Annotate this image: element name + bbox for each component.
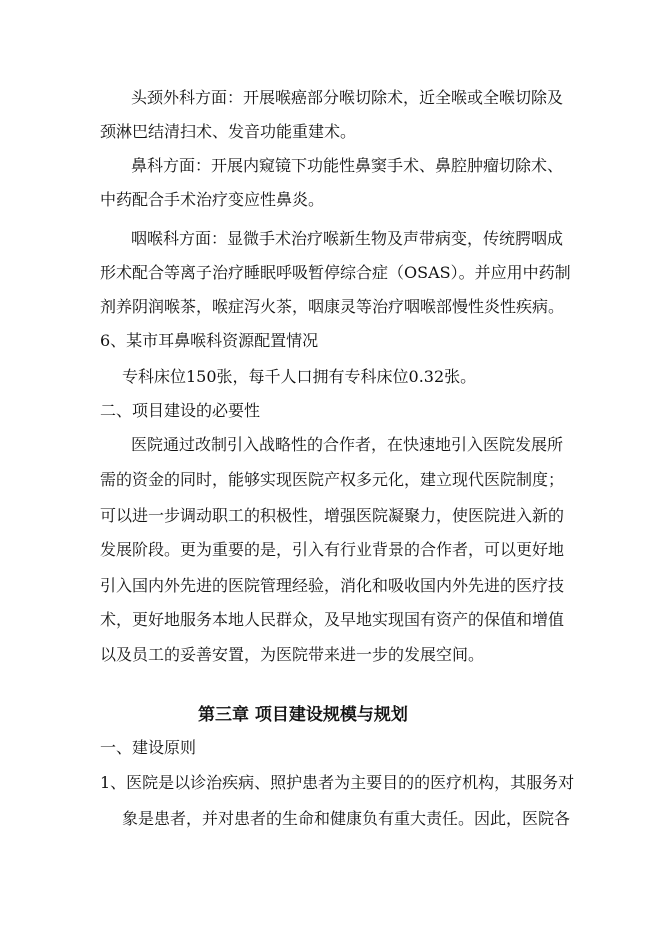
paragraph-line: 引入国内外先进的医院管理经验，消化和吸收国内外先进的医疗技 <box>100 576 565 595</box>
section-heading: 二、项目建设的必要性 <box>100 401 261 420</box>
paragraph-line: 形术配合等离子治疗睡眠呼吸暂停综合症（OSAS）。并应用中药制 <box>100 263 571 282</box>
paragraph-line: 可以进一步调动职工的积极性，增强医院凝聚力，使医院进入新的 <box>100 506 565 525</box>
paragraph-line: 发展阶段。更为重要的是，引入有行业背景的合作者，可以更好地 <box>100 540 565 559</box>
paragraph-line: 象是患者，并对患者的生命和健康负有重大责任。因此，医院各 <box>122 809 571 828</box>
paragraph-line: 鼻科方面：开展内窥镜下功能性鼻窦手术、鼻腔肿瘤切除术、 <box>131 156 564 175</box>
paragraph-line: 术，更好地服务本地人民群众，及早地实现国有资产的保值和增值 <box>100 610 565 629</box>
paragraph-line: 1、医院是以诊治疾病、照护患者为主要目的的医疗机构，其服务对 <box>100 773 575 792</box>
paragraph-line: 剂养阴润喉茶，喉症泻火茶，咽康灵等治疗咽喉部慢性炎性疾病。 <box>100 297 565 316</box>
paragraph-line: 医院通过改制引入战略性的合作者，在快速地引入医院发展所 <box>131 435 564 454</box>
item-heading: 6、某市耳鼻喉科资源配置情况 <box>100 331 319 350</box>
section-heading: 一、建设原则 <box>100 738 197 757</box>
paragraph-line: 专科床位150张，每千人口拥有专科床位0.32张。 <box>122 367 477 386</box>
paragraph-line: 以及员工的妥善安置，为医院带来进一步的发展空间。 <box>100 645 485 664</box>
chapter-title: 第三章 项目建设规模与规划 <box>198 705 408 725</box>
paragraph-line: 颈淋巴结清扫术、发音功能重建术。 <box>100 122 357 141</box>
paragraph-line: 头颈外科方面：开展喉癌部分喉切除术，近全喉或全喉切除及 <box>131 88 564 107</box>
paragraph-line: 需的资金的同时，能够实现医院产权多元化，建立现代医院制度； <box>100 470 565 489</box>
paragraph-line: 咽喉科方面：显微手术治疗喉新生物及声带病变，传统腭咽成 <box>131 229 564 248</box>
paragraph-line: 中药配合手术治疗变应性鼻炎。 <box>100 190 325 209</box>
